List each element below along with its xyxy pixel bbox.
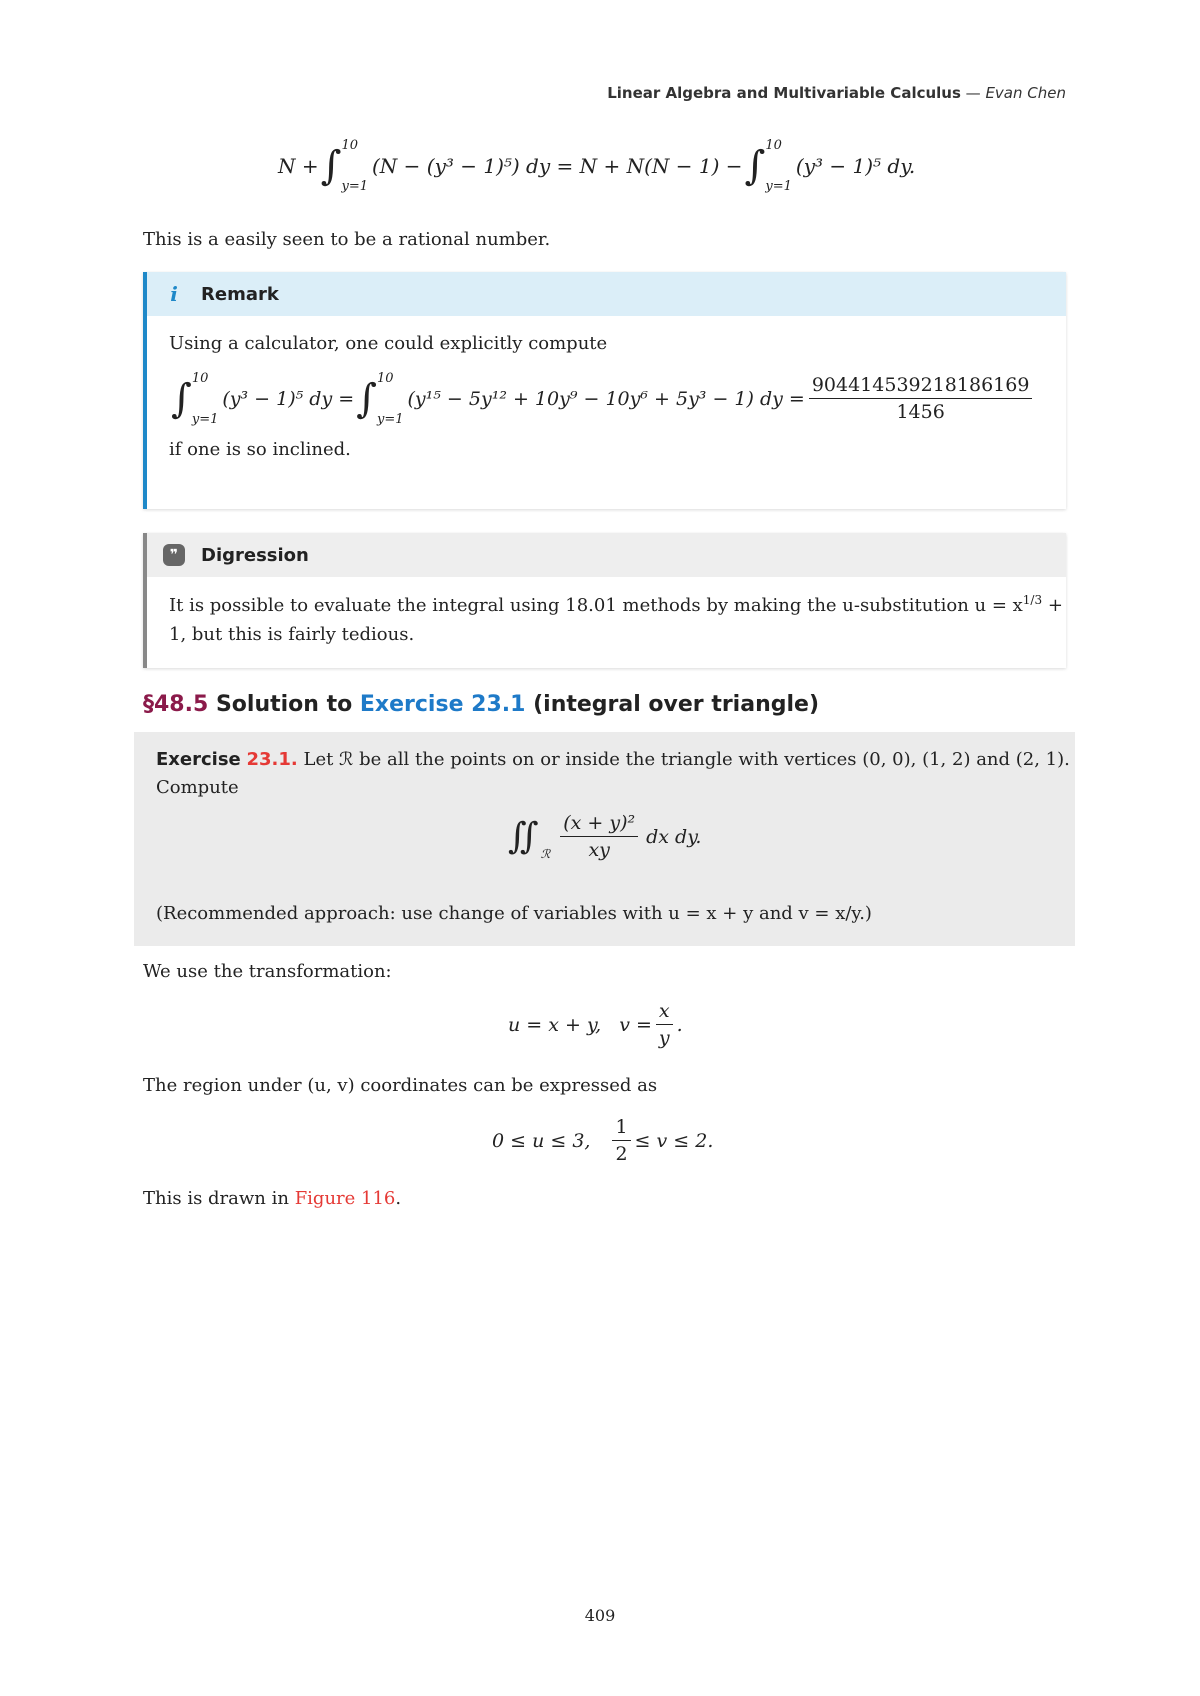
u-range: 0 ≤ u ≤ 3, bbox=[492, 1129, 591, 1152]
upper-limit: 10 bbox=[191, 370, 209, 386]
eq1-integrand: (N − (y³ − 1)⁵) dy = N + N(N − 1) − bbox=[371, 154, 743, 178]
u-definition: u = x + y, bbox=[508, 1013, 602, 1036]
exercise-box bbox=[134, 732, 1075, 946]
lower-limit: y=1 bbox=[191, 411, 219, 427]
fraction-numerator: 904414539218186169 bbox=[809, 374, 1033, 399]
figure-sentence bbox=[143, 1185, 401, 1213]
lower-limit: y=1 bbox=[341, 179, 368, 194]
page-number: 409 bbox=[584, 1606, 616, 1625]
figure-sentence-prefix: This is drawn in bbox=[143, 1188, 295, 1209]
fraction-denominator: y bbox=[658, 1027, 670, 1049]
transform-equation bbox=[508, 1000, 683, 1049]
fraction-numerator: x bbox=[656, 1000, 673, 1025]
exercise-integral bbox=[506, 812, 701, 861]
remark-integrand-2: (y¹⁵ − 5y¹² + 10y⁹ − 10y⁶ + 5y³ − 1) dy = bbox=[407, 387, 805, 410]
digression-text: It is possible to evaluate the integral using 18.01 methods by making the u-substitution u = x bbox=[169, 595, 1023, 616]
lower-limit: y=1 bbox=[765, 179, 792, 194]
integral-limits bbox=[765, 138, 792, 194]
section-prefix: Solution to bbox=[215, 692, 360, 717]
section-heading bbox=[143, 692, 819, 717]
lower-limit: y=1 bbox=[376, 411, 404, 427]
exercise-number-link[interactable]: 23.1. bbox=[246, 749, 298, 770]
remark-title: Remark bbox=[201, 283, 279, 305]
integral-sign: ∫ bbox=[320, 143, 342, 189]
figure-sentence-suffix: . bbox=[395, 1188, 402, 1209]
region-sentence: The region under (u, v) coordinates can be expressed as bbox=[143, 1075, 658, 1096]
upper-limit: 10 bbox=[376, 370, 394, 386]
exercise-hint: (Recommended approach: use change of variables with u = x + y and v = x/y.) bbox=[156, 903, 872, 924]
digression-title: Digression bbox=[201, 544, 309, 566]
integral-limits bbox=[341, 138, 368, 194]
double-integral-sign: ∬ bbox=[508, 815, 539, 857]
exercise-text: Let ℛ be all the points on or inside the triangle with vertices (0, 0), (1, 2) and (2, 1). bbox=[303, 749, 1070, 770]
running-header bbox=[607, 84, 1066, 102]
digression-header bbox=[147, 533, 1066, 577]
section-number: §48.5 bbox=[143, 692, 209, 717]
result-fraction bbox=[809, 374, 1033, 423]
half-fraction bbox=[612, 1116, 630, 1165]
equation-rational bbox=[278, 138, 915, 194]
region-inequality bbox=[492, 1116, 713, 1165]
integral-limits bbox=[192, 371, 219, 427]
digression-text-end: + bbox=[1042, 595, 1063, 616]
header-separator: — bbox=[960, 84, 986, 102]
differentials: dx dy. bbox=[646, 825, 702, 848]
info-icon: i bbox=[170, 282, 178, 306]
fraction-denominator: 2 bbox=[615, 1143, 628, 1165]
exponent: 1/3 bbox=[1022, 593, 1043, 607]
exercise-compute: Compute bbox=[156, 777, 239, 798]
v-fraction bbox=[656, 1000, 673, 1049]
integral-sign: ∫ bbox=[171, 375, 192, 422]
exercise-link[interactable]: Exercise 23.1 bbox=[359, 692, 526, 717]
remark-outro: if one is so inclined. bbox=[169, 438, 351, 460]
quote-icon: ❞ bbox=[163, 544, 185, 566]
remark-equation bbox=[169, 371, 1044, 427]
book-title: Linear Algebra and Multivariable Calculus bbox=[607, 84, 961, 102]
remark-box bbox=[143, 272, 1066, 509]
digression-line-2: 1, but this is fairly tedious. bbox=[169, 623, 415, 645]
digression-box bbox=[143, 533, 1066, 668]
remark-header bbox=[147, 272, 1066, 316]
figure-link[interactable]: Figure 116 bbox=[294, 1188, 396, 1209]
transform-sentence: We use the transformation: bbox=[143, 961, 392, 982]
author-name: Evan Chen bbox=[985, 84, 1066, 102]
v-definition: v = bbox=[619, 1013, 652, 1036]
integral-sign: ∫ bbox=[356, 375, 377, 422]
eq1-tail: (y³ − 1)⁵ dy. bbox=[795, 154, 916, 178]
remark-body bbox=[147, 316, 1066, 476]
integral-limits bbox=[377, 371, 404, 427]
eq1-prefix: N + bbox=[278, 154, 319, 178]
integral-sign: ∫ bbox=[744, 143, 766, 189]
v-range: ≤ v ≤ 2. bbox=[634, 1129, 714, 1152]
rational-sentence: This is a easily seen to be a rational number. bbox=[143, 229, 551, 250]
upper-limit: 10 bbox=[341, 138, 359, 153]
integrand-fraction bbox=[560, 812, 638, 861]
section-suffix: (integral over triangle) bbox=[525, 692, 819, 717]
region-subscript: ℛ bbox=[540, 847, 551, 861]
fraction-denominator: xy bbox=[588, 839, 610, 861]
fraction-denominator: 1456 bbox=[896, 401, 945, 424]
fraction-numerator: (x + y)² bbox=[560, 812, 638, 837]
digression-line-1 bbox=[169, 591, 1063, 621]
exercise-label: Exercise bbox=[156, 749, 241, 770]
equation-period: . bbox=[676, 1013, 683, 1036]
fraction-numerator: 1 bbox=[612, 1116, 630, 1141]
exercise-statement bbox=[156, 746, 1070, 773]
remark-integrand-1: (y³ − 1)⁵ dy = bbox=[222, 387, 355, 410]
digression-body bbox=[147, 577, 1066, 666]
upper-limit: 10 bbox=[765, 138, 782, 153]
remark-intro: Using a calculator, one could explicitly compute bbox=[169, 333, 608, 354]
